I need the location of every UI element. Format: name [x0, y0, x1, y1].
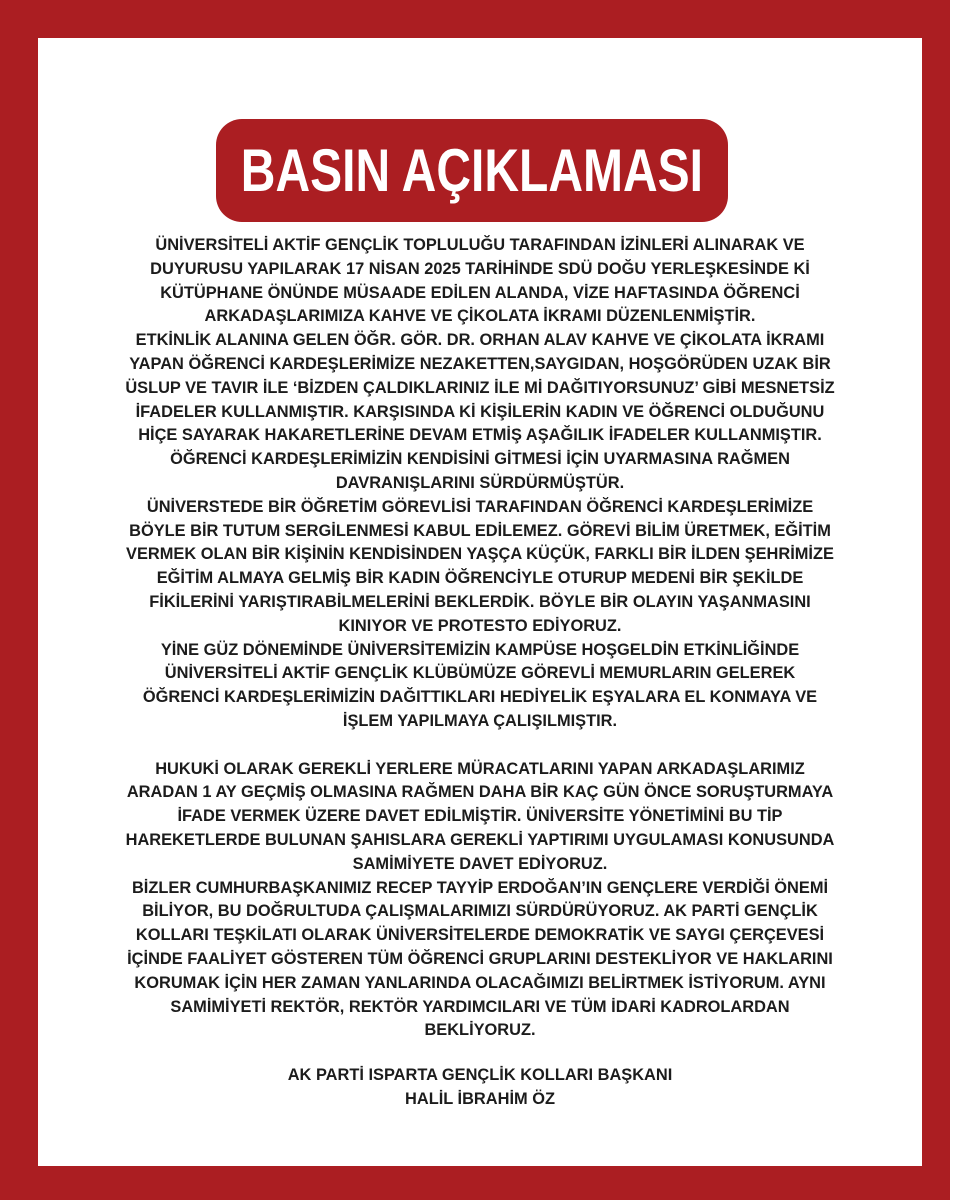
text-line: BEKLİYORUZ.: [424, 1021, 536, 1040]
text-line: KINIYOR VE PROTESTO EDİYORUZ.: [338, 616, 622, 635]
right-edge-strip: [950, 0, 960, 1200]
text-line: FİKİLERİNİ YARIŞTIRABİLMELERİNİ BEKLERDİK. BÖYLE BİR OLAYIN YAŞANMASINI: [149, 592, 811, 611]
text-line: BÖYLE BİR TUTUM SERGİLENMESİ KABUL EDİLEMEZ. GÖREVİ BİLİM ÜRETMEK, EĞİTİM: [129, 521, 831, 540]
text-line: EĞİTİM ALMAYA GELMİŞ BİR KADIN ÖĞRENCİYLE OTURUP MEDENİ BİR ŞEKİLDE: [156, 569, 804, 588]
text-line: HUKUKİ OLARAK GEREKLİ YERLERE MÜRACATLARINI YAPAN ARKADAŞLARIMIZ: [155, 759, 805, 778]
text-line: İÇİNDE FAALİYET GÖSTEREN TÜM ÖĞRENCİ GRUPLARINI DESTEKLİYOR VE HAKLARINI: [127, 949, 833, 968]
text-line: BİZLER CUMHURBAŞKANIMIZ RECEP TAYYİP ERDOĞAN’IN GENÇLERE VERDİĞİ ÖNEMİ: [131, 878, 829, 897]
text-line: BİLİYOR, BU DOĞRULTUDA ÇALIŞMALARIMIZI SÜRDÜRÜYORUZ. AK PARTİ GENÇLİK: [142, 902, 818, 921]
paragraph-event: [38, 234, 922, 329]
text-line: ÜNİVERSİTELİ AKTİF GENÇLİK KLÜBÜMÜZE GÖREVLİ MEMURLARIN GELEREK: [164, 664, 796, 683]
text-line: ÜNİVERSİTELİ AKTİF GENÇLİK TOPLULUĞU TARAFINDAN İZİNLERİ ALINARAK VE: [155, 236, 805, 254]
paragraph-previous-incident: [38, 639, 922, 734]
text-line: VERMEK OLAN BİR KİŞİNİN KENDİSİNDEN YAŞÇA KÜÇÜK, FARKLI BİR İLDEN ŞEHRİMİZE: [126, 545, 834, 564]
page-title: BASIN AÇIKLAMASI: [240, 137, 704, 204]
text-line: DAVRANIŞLARINI SÜRDÜRMÜŞTÜR.: [335, 473, 625, 492]
text-line: ÜNİVERSTEDE BİR ÖĞRETİM GÖREVLİSİ TARAFINDAN ÖĞRENCİ KARDEŞLERİMİZE: [146, 497, 814, 516]
signature-role: AK PARTİ ISPARTA GENÇLİK KOLLARI BAŞKANI: [287, 1066, 673, 1084]
paragraph-protest: [38, 496, 922, 639]
paragraph-incident: [38, 329, 922, 496]
text-line: ÜSLUP VE TAVIR İLE ‘BİZDEN ÇALDIKLARINIZ İLE Mİ DAĞITIYORSUNUZ’ GİBİ MESNETSİZ: [125, 378, 835, 397]
text-line: HİÇE SAYARAK HAKARETLERİNE DEVAM ETMİŞ AŞAĞILIK İFADELER KULLANMIŞTIR.: [138, 426, 822, 445]
press-release-body: [38, 234, 922, 1043]
text-line: SAMİMİYETİ REKTÖR, REKTÖR YARDIMCILARI VE TÜM İDARİ KADROLARDAN: [170, 997, 790, 1016]
signature-name: HALİL İBRAHİM ÖZ: [405, 1089, 555, 1108]
text-line: SAMİMİYETE DAVET EDİYORUZ.: [352, 854, 608, 873]
text-line: İŞLEM YAPILMAYA ÇALIŞILMIŞTIR.: [342, 711, 618, 730]
text-line: ETKİNLİK ALANINA GELEN ÖĞR. GÖR. DR. ORHAN ALAV KAHVE VE ÇİKOLATA İKRAMI: [135, 331, 825, 350]
text-line: ARADAN 1 AY GEÇMİŞ OLMASINA RAĞMEN DAHA BİR KAÇ GÜN ÖNCE SORUŞTURMAYA: [126, 783, 834, 802]
text-line: İFADE VERMEK ÜZERE DAVET EDİLMİŞTİR. ÜNİVERSİTE YÖNETİMİNİ BU TİP: [177, 807, 783, 826]
text-line: KOLLARI TEŞKİLATI OLARAK ÜNİVERSİTELERDE DEMOKRATİK VE SAYGI ÇERÇEVESİ: [135, 926, 825, 945]
signature-block: [38, 1064, 922, 1112]
text-line: İFADELER KULLANMIŞTIR. KARŞISINDA Kİ KİŞİLERİN KADIN VE ÖĞRENCİ OLDUĞUNU: [135, 402, 825, 421]
text-line: YAPAN ÖĞRENCİ KARDEŞLERİMİZE NEZAKETTEN,SAYGIDAN, HOŞGÖRÜDEN UZAK BİR: [129, 354, 831, 373]
title-banner: [216, 119, 728, 222]
text-line: ARKADAŞLARIMIZA KAHVE VE ÇİKOLATA İKRAMI DÜZENLENMİŞTİR.: [204, 307, 756, 326]
text-line: DUYURUSU YAPILARAK 17 NİSAN 2025 TARİHİNDE SDÜ DOĞU YERLEŞKESİNDE Kİ: [150, 259, 810, 278]
text-line: ÖĞRENCİ KARDEŞLERİMİZİN KENDİSİNİ GİTMESİ İÇİN UYARMASINA RAĞMEN: [170, 450, 790, 469]
text-line: ÖĞRENCİ KARDEŞLERİMİZİN DAĞITTIKLARI HEDİYELİK EŞYALARA EL KONMAYA VE: [142, 688, 818, 707]
paragraph-support: [38, 877, 922, 1044]
press-release-page: [38, 38, 922, 1166]
text-line: YİNE GÜZ DÖNEMİNDE ÜNİVERSİTEMİZİN KAMPÜSE HOŞGELDİN ETKİNLİĞİNDE: [160, 640, 800, 659]
text-line: HAREKETLERDE BULUNAN ŞAHISLARA GEREKLİ YAPTIRIMI UYGULAMASI KONUSUNDA: [125, 830, 835, 849]
paragraph-gap: [38, 734, 922, 758]
paragraph-legal: [38, 758, 922, 877]
text-line: KÜTÜPHANE ÖNÜNDE MÜSAADE EDİLEN ALANDA, VİZE HAFTASINDA ÖĞRENCİ: [160, 283, 800, 302]
text-line: KORUMAK İÇİN HER ZAMAN YANLARINDA OLACAĞIMIZI BELİRTMEK İSTİYORUM. AYNI: [134, 973, 826, 992]
